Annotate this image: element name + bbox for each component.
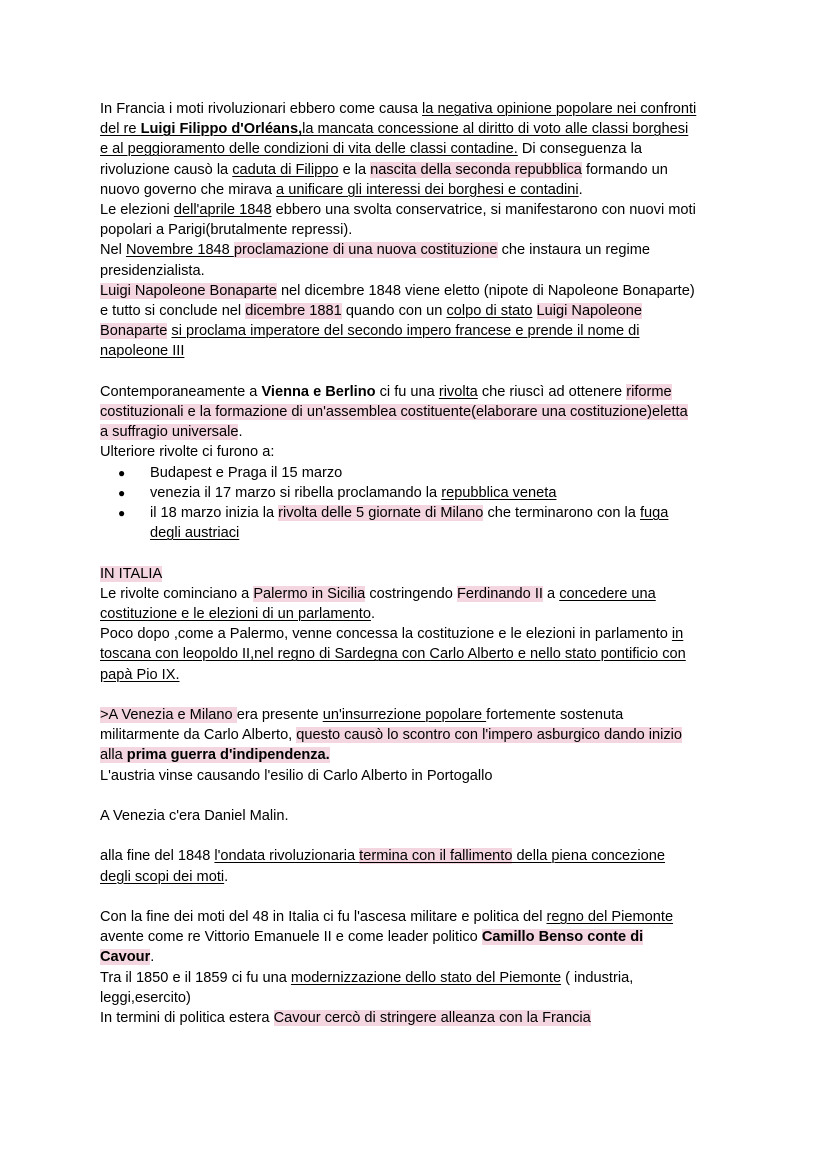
text: e la — [338, 161, 371, 178]
text: nuovo governo che mirava — [100, 181, 277, 198]
underlined-text: toscana con leopoldo II,nel regno di Sardegna con Carlo Alberto e nello stato pontificio con — [100, 646, 686, 663]
text-line — [100, 281, 740, 301]
blank-line — [100, 786, 740, 806]
text-line — [100, 705, 740, 725]
list-item — [100, 503, 740, 543]
text: e tutto si conclude nel — [100, 303, 246, 320]
highlighted-text: riforme — [626, 383, 672, 400]
underlined-text: degli austriaci — [150, 525, 240, 542]
text-line — [100, 139, 740, 159]
text: Budapest e Praga il 15 marzo — [150, 464, 343, 481]
text-line — [100, 968, 740, 988]
text-line — [100, 907, 740, 927]
highlighted-text: costituzionali e la formazione di un'assemblea costituente(elaborare una costituzione)eletta — [100, 404, 688, 421]
text-line — [100, 745, 740, 765]
text: Tra il 1850 e il 1859 ci fu una — [100, 969, 291, 986]
underlined-text: modernizzazione dello stato del Piemonte — [290, 969, 562, 986]
highlighted-text: proclamazione di una nuova costituzione — [233, 242, 498, 259]
underlined-text: regno del Piemonte — [546, 909, 674, 926]
text: che instaura un regime — [497, 242, 651, 259]
underlined-text: in — [671, 626, 684, 643]
text-line — [100, 644, 740, 664]
blank-line — [100, 362, 740, 382]
highlighted-text: nascita della seconda repubblica — [370, 161, 582, 178]
text: Le rivolte cominciano a — [100, 585, 254, 602]
text: Poco dopo ,come a Palermo, venne concessa la costituzione e le elezioni in parlamento — [100, 626, 672, 643]
text: formando un — [581, 161, 668, 178]
text — [532, 303, 536, 319]
highlighted-text: a suffragio universale — [100, 424, 239, 441]
text-line — [100, 442, 740, 462]
underlined-text: dell'aprile 1848 — [173, 202, 272, 219]
underlined-text: la negativa opinione popolare nei confronti — [422, 101, 697, 117]
text: Nel — [100, 242, 126, 259]
text-line — [100, 261, 740, 281]
text-line — [100, 988, 740, 1008]
text: alla fine del 1848 — [100, 848, 215, 865]
text: venezia il 17 marzo si ribella proclamando la — [150, 484, 442, 501]
paragraph-italia — [100, 564, 740, 685]
underlined-text: colpo di stato — [446, 303, 533, 320]
highlighted-text: Palermo in Sicilia — [253, 585, 366, 602]
text: ebbero una svolta conservatrice, si manifestarono con nuovi moti — [271, 202, 696, 219]
underlined-text: rivolta — [438, 383, 478, 400]
text: Ulteriore rivolte ci furono a: — [100, 444, 275, 461]
bullet-icon: ● — [118, 465, 126, 480]
highlighted-text: rivolta delle 5 giornate di Milano — [278, 505, 484, 522]
text-line — [100, 725, 740, 745]
text: ( industria, — [561, 969, 634, 986]
text: . — [370, 606, 376, 623]
text: Le elezioni — [100, 202, 174, 219]
text-line — [100, 867, 740, 887]
paragraph-fine-1848 — [100, 846, 740, 886]
text-line — [100, 382, 740, 402]
bold-text: Camillo Benso conte di — [481, 929, 644, 946]
list-item — [100, 483, 740, 503]
paragraph-daniel-malin — [100, 806, 740, 826]
text-line — [100, 341, 740, 361]
text: che terminarono con la — [483, 505, 640, 522]
text: In termini di politica estera — [100, 1010, 274, 1027]
underlined-text: fuga — [639, 505, 669, 522]
text-line — [100, 99, 740, 119]
text-line — [100, 766, 740, 786]
highlighted-text: questo causò lo scontro con l'impero asburgico dando inizio — [296, 727, 682, 744]
text-line — [100, 119, 740, 139]
paragraph-vienna-berlino — [100, 382, 740, 544]
text: Con la fine dei moti del 48 in Italia ci fu l'ascesa militare e politica del — [100, 909, 547, 926]
underlined-text: concedere una — [559, 585, 656, 602]
bullet-icon: ● — [118, 485, 126, 500]
bullet-icon: ● — [118, 506, 126, 521]
underlined-text: e al peggioramento delle condizioni di vita delle classi contadine. — [100, 141, 518, 158]
text: Contemporaneamente a — [100, 383, 262, 400]
underlined-text: caduta di Filippo — [232, 161, 339, 178]
text: leggi,esercito) — [100, 989, 191, 1006]
text-line — [100, 1008, 740, 1028]
text-line — [100, 160, 740, 180]
bold-text: prima guerra d'indipendenza. — [126, 747, 330, 764]
blank-line — [100, 887, 740, 907]
text: a — [542, 585, 560, 602]
text: ci fu una — [375, 383, 439, 400]
text-line — [100, 220, 740, 240]
highlighted-text: Luigi Napoleone — [536, 303, 642, 320]
text-line — [100, 846, 740, 866]
text-line — [100, 665, 740, 685]
underlined-text: si proclama imperatore del secondo impero francese e prende il nome di — [171, 323, 640, 340]
document-body — [100, 99, 740, 1028]
text-line — [100, 240, 740, 260]
section-heading — [100, 564, 740, 584]
underlined-text: la mancata concessione al diritto di voto alle classi borghesi — [302, 121, 689, 138]
highlighted-text: IN ITALIA — [100, 565, 163, 582]
bold-text: Luigi Filippo d'Orléans, — [140, 121, 303, 138]
blank-line — [100, 543, 740, 563]
text: presidenzialista. — [100, 262, 205, 279]
blank-line — [100, 685, 740, 705]
text: che riuscì ad ottenere — [477, 383, 627, 400]
text-line — [100, 806, 740, 826]
text: rivoluzione causò la — [100, 161, 233, 178]
text: quando con un — [341, 303, 447, 320]
highlighted-text: alla — [100, 747, 127, 764]
text: popolari a Parigi(brutalmente repressi). — [100, 222, 353, 239]
text: In Francia i moti rivoluzionari ebbero come causa — [100, 101, 423, 117]
text: . — [224, 868, 229, 885]
text: fortemente sostenuta — [486, 707, 624, 724]
highlighted-text: termina con il fallimento — [359, 848, 513, 865]
text-line — [100, 604, 740, 624]
text-line — [100, 200, 740, 220]
underlined-text: l'ondata rivoluzionaria — [214, 848, 360, 865]
text-line — [100, 584, 740, 604]
text: . — [238, 424, 243, 441]
underlined-text: del re — [100, 121, 141, 138]
paragraph-venezia-milano — [100, 705, 740, 786]
text-line — [100, 422, 740, 442]
highlighted-text: Luigi Napoleone Bonaparte — [100, 282, 277, 299]
highlighted-text: dicembre 1881 — [245, 303, 342, 320]
text: L'austria vinse causando l'esilio di Carlo Alberto in Portogallo — [100, 767, 493, 784]
blank-line — [100, 826, 740, 846]
underlined-text: della piena concezione — [512, 848, 666, 865]
text-line — [100, 402, 740, 422]
highlighted-text: Ferdinando II — [456, 585, 543, 602]
underlined-text: costituzione e le elezioni di un parlamento — [100, 606, 371, 623]
underlined-text: Novembre 1848 — [125, 242, 234, 259]
paragraph-francia — [100, 99, 740, 362]
highlighted-text: Cavour cercò di stringere alleanza con la Francia — [273, 1010, 591, 1027]
text: . — [150, 949, 155, 966]
text: avente come re Vittorio Emanuele II e come leader politico — [100, 929, 482, 946]
text: . — [578, 181, 583, 198]
bold-text: Cavour — [100, 949, 151, 966]
text: il 18 marzo inizia la — [150, 505, 279, 522]
underlined-text: papà Pio IX. — [100, 666, 180, 683]
highlighted-text: >A Venezia e Milano — [100, 707, 237, 724]
text-line — [100, 927, 740, 947]
text: militarmente da Carlo Alberto, — [100, 727, 297, 744]
text-line — [100, 301, 740, 321]
underlined-text: un'insurrezione popolare — [322, 707, 487, 724]
text: A Venezia c'era Daniel Malin. — [100, 808, 289, 825]
list-item — [100, 463, 740, 483]
text: era presente — [236, 707, 323, 724]
text: Di conseguenza la — [517, 141, 642, 158]
underlined-text: degli scopi dei moti — [100, 868, 225, 885]
underlined-text: repubblica veneta — [441, 484, 557, 501]
underlined-text: a unificare gli interessi dei borghesi e contadini — [276, 181, 579, 198]
text-line — [100, 624, 740, 644]
text: nel dicembre 1848 viene eletto (nipote di Napoleone Bonaparte) — [276, 282, 695, 299]
text-line — [100, 180, 740, 200]
underlined-text: napoleone III — [100, 343, 185, 360]
text-line — [100, 321, 740, 341]
bullet-list — [100, 463, 740, 544]
bold-text: Vienna e Berlino — [261, 383, 376, 400]
text-line — [100, 947, 740, 967]
paragraph-piemonte — [100, 907, 740, 1028]
highlighted-text: Bonaparte — [100, 323, 168, 340]
text: costringendo — [365, 585, 457, 602]
